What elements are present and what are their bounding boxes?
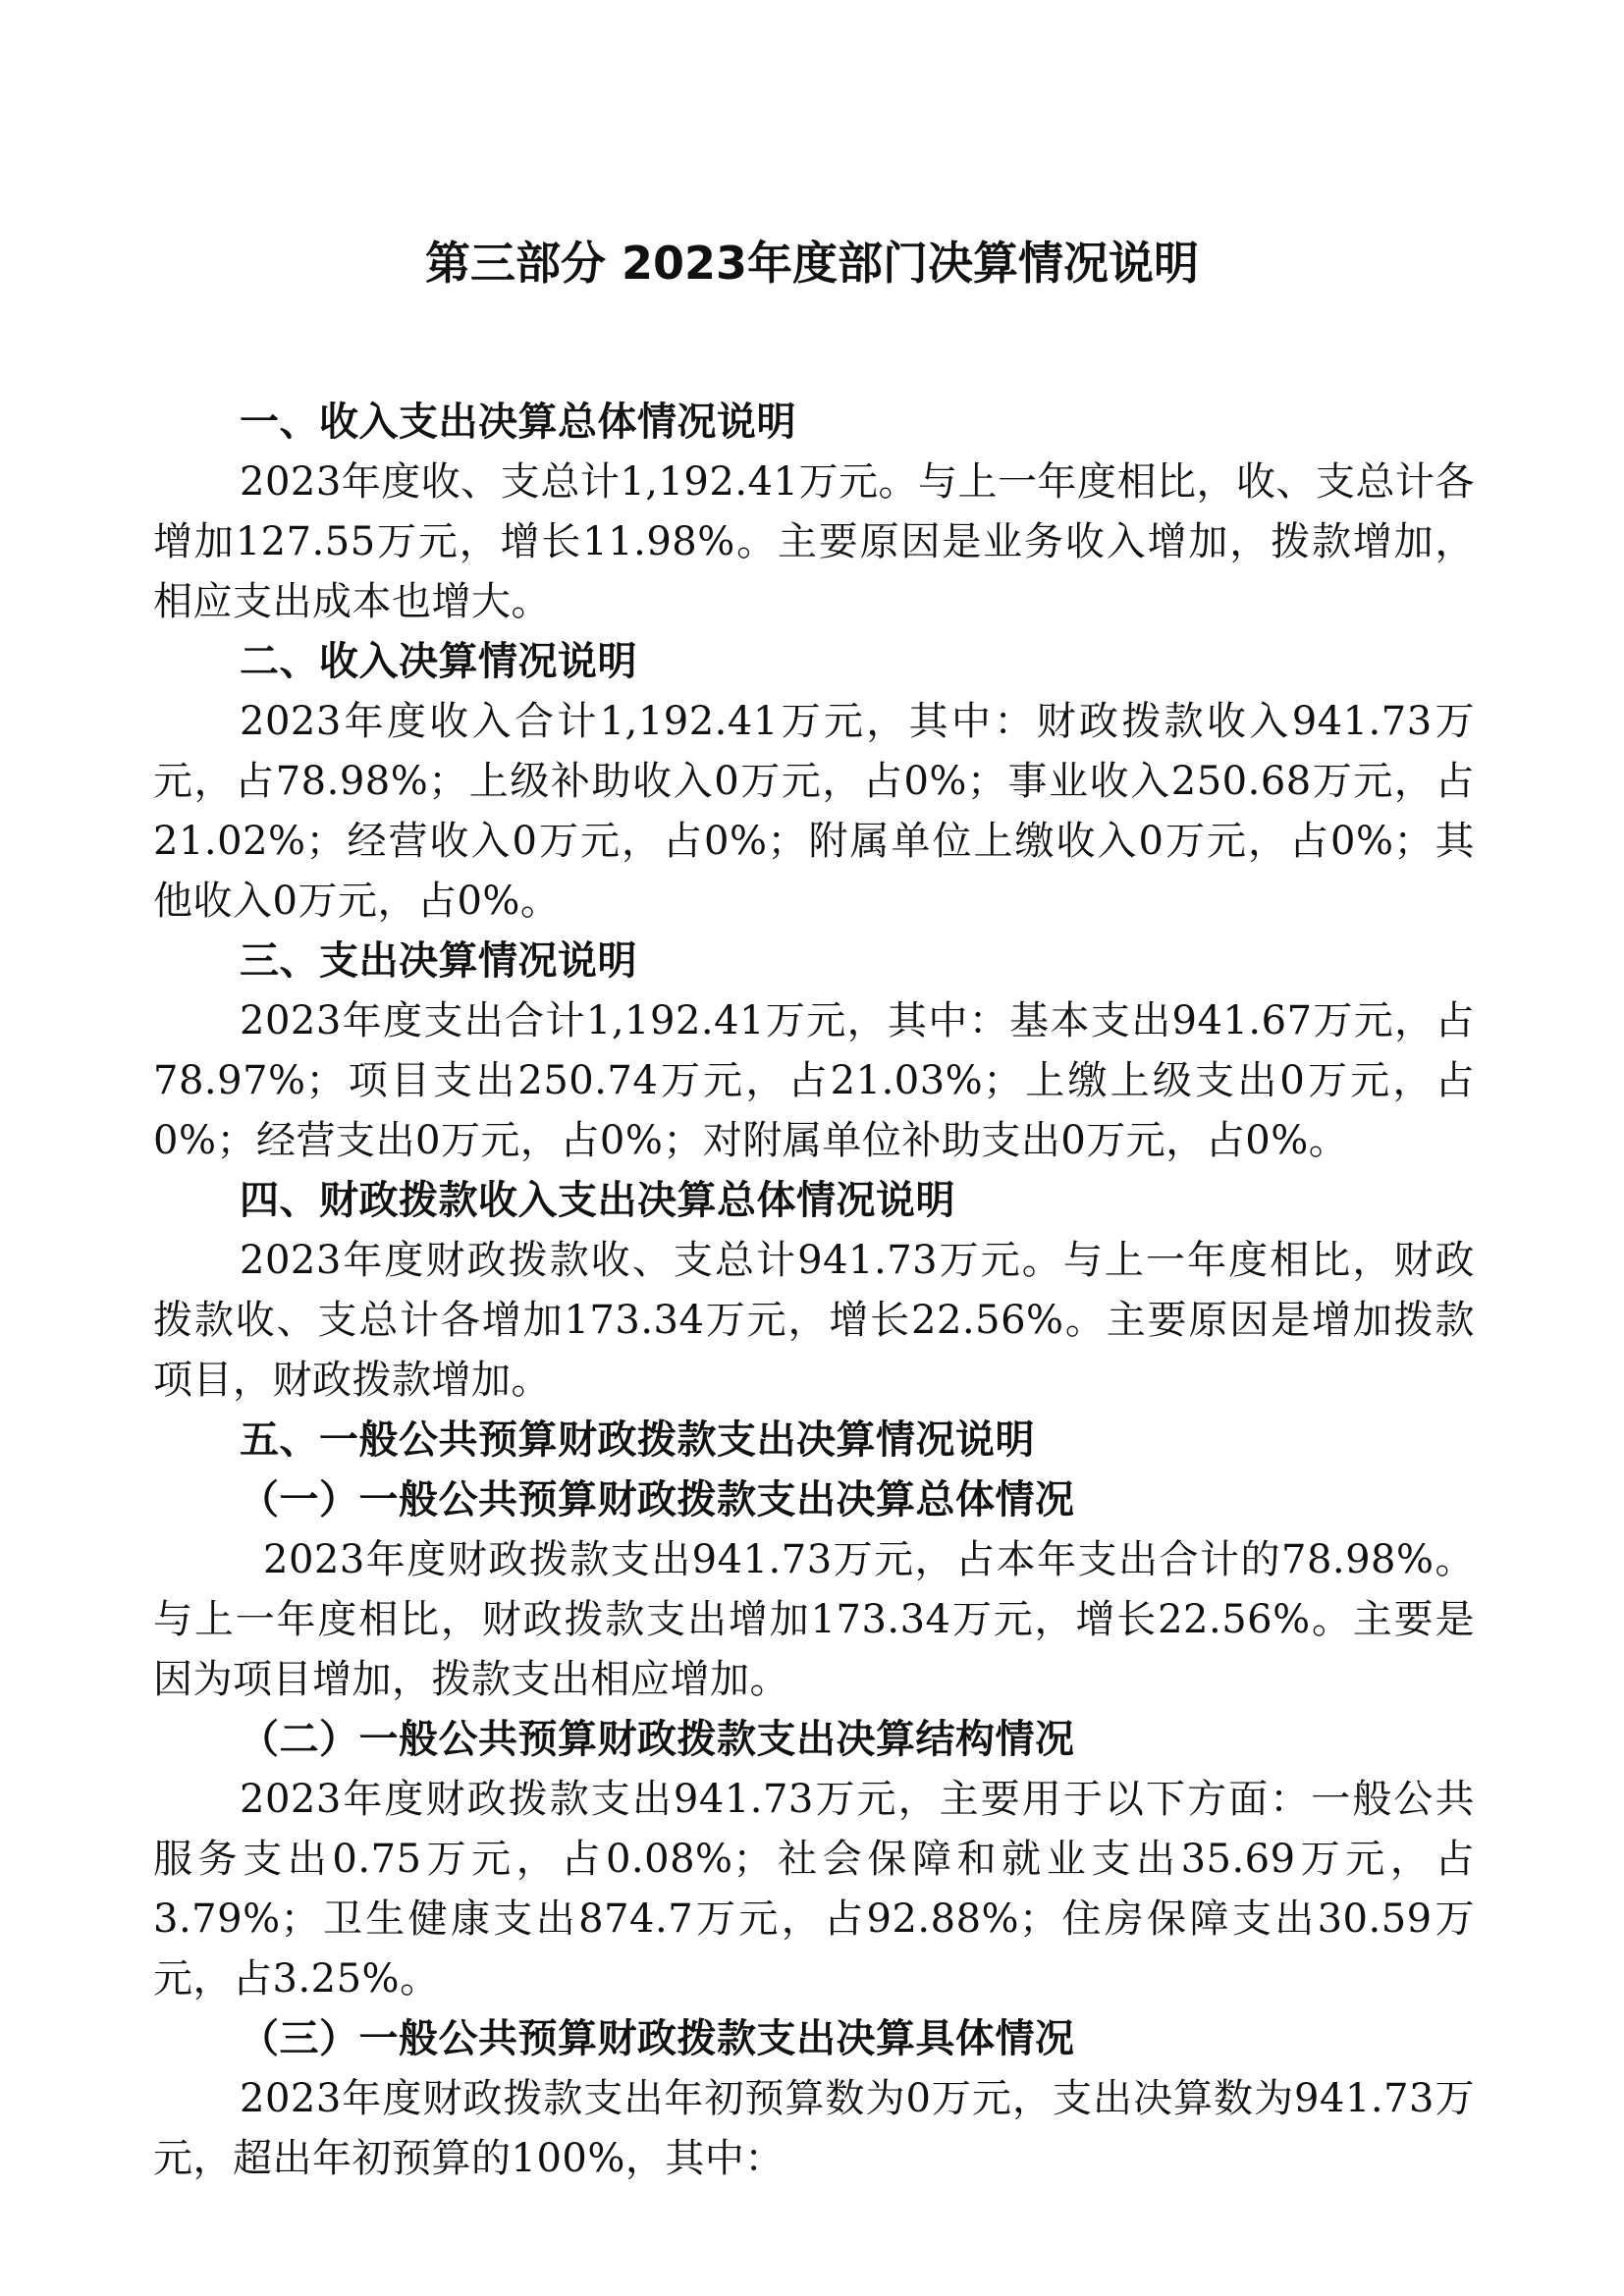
- document-body: [153, 393, 1475, 2189]
- section-heading-5: 五、一般公共预算财政拨款支出决算情况说明: [240, 1417, 1035, 1463]
- subsection-paragraph-2: 2023年度财政拨款支出941.73万元，主要用于以下方面：一般公共服务支出0.75万元，占0.08%；社会保障和就业支出35.69万元，占3.79%；卫生健康支出874.7万元，占92.88%；住房保障支出30.59万元，占3.25%。: [153, 1777, 1475, 2002]
- subsection-heading-2: （二）一般公共预算财政拨款支出决算结构情况: [240, 1717, 1075, 1762]
- subsection-heading-1: （一）一般公共预算财政拨款支出决算总体情况: [240, 1477, 1075, 1522]
- subsection-paragraph-1: 2023年度财政拨款支出941.73万元，占本年支出合计的78.98%。与上一年度相比，财政拨款支出增加173.34万元，增长22.56%。主要是因为项目增加，拨款支出相应增加。: [153, 1537, 1475, 1702]
- section-paragraph-1: 2023年度收、支总计1,192.41万元。与上一年度相比，收、支总计各增加127.55万元，增长11.98%。主要原因是业务收入增加，拨款增加，相应支出成本也增大。: [153, 459, 1475, 624]
- section-paragraph-2: 2023年度收入合计1,192.41万元，其中：财政拨款收入941.73万元，占78.98%；上级补助收入0万元，占0%；事业收入250.68万元，占21.02%；经营收入0万元，占0%；附属单位上缴收入0万元，占0%；其他收入0万元，占0%。: [153, 699, 1475, 924]
- section-heading-1: 一、收入支出决算总体情况说明: [240, 400, 796, 445]
- page-title: 第三部分 2023年度部门决算情况说明: [424, 237, 1200, 290]
- section-paragraph-3: 2023年度支出合计1,192.41万元，其中：基本支出941.67万元，占78.97%；项目支出250.74万元，占21.03%；上缴上级支出0万元，占0%；经营支出0万元，占0%；对附属单位补助支出0万元，占0%。: [153, 998, 1475, 1163]
- subsection-paragraph-3: 2023年度财政拨款支出年初预算数为0万元，支出决算数为941.73万元，超出年初预算的100%，其中：: [153, 2076, 1475, 2181]
- subsection-heading-3: （三）一般公共预算财政拨款支出决算具体情况: [240, 2016, 1075, 2061]
- section-heading-2: 二、收入决算情况说明: [240, 639, 637, 684]
- section-paragraph-4: 2023年度财政拨款收、支总计941.73万元。与上一年度相比，财政拨款收、支总计各增加173.34万元，增长22.56%。主要原因是增加拨款项目，财政拨款增加。: [153, 1238, 1475, 1403]
- section-heading-3: 三、支出决算情况说明: [240, 938, 637, 984]
- section-heading-4: 四、财政拨款收入支出决算总体情况说明: [240, 1178, 955, 1223]
